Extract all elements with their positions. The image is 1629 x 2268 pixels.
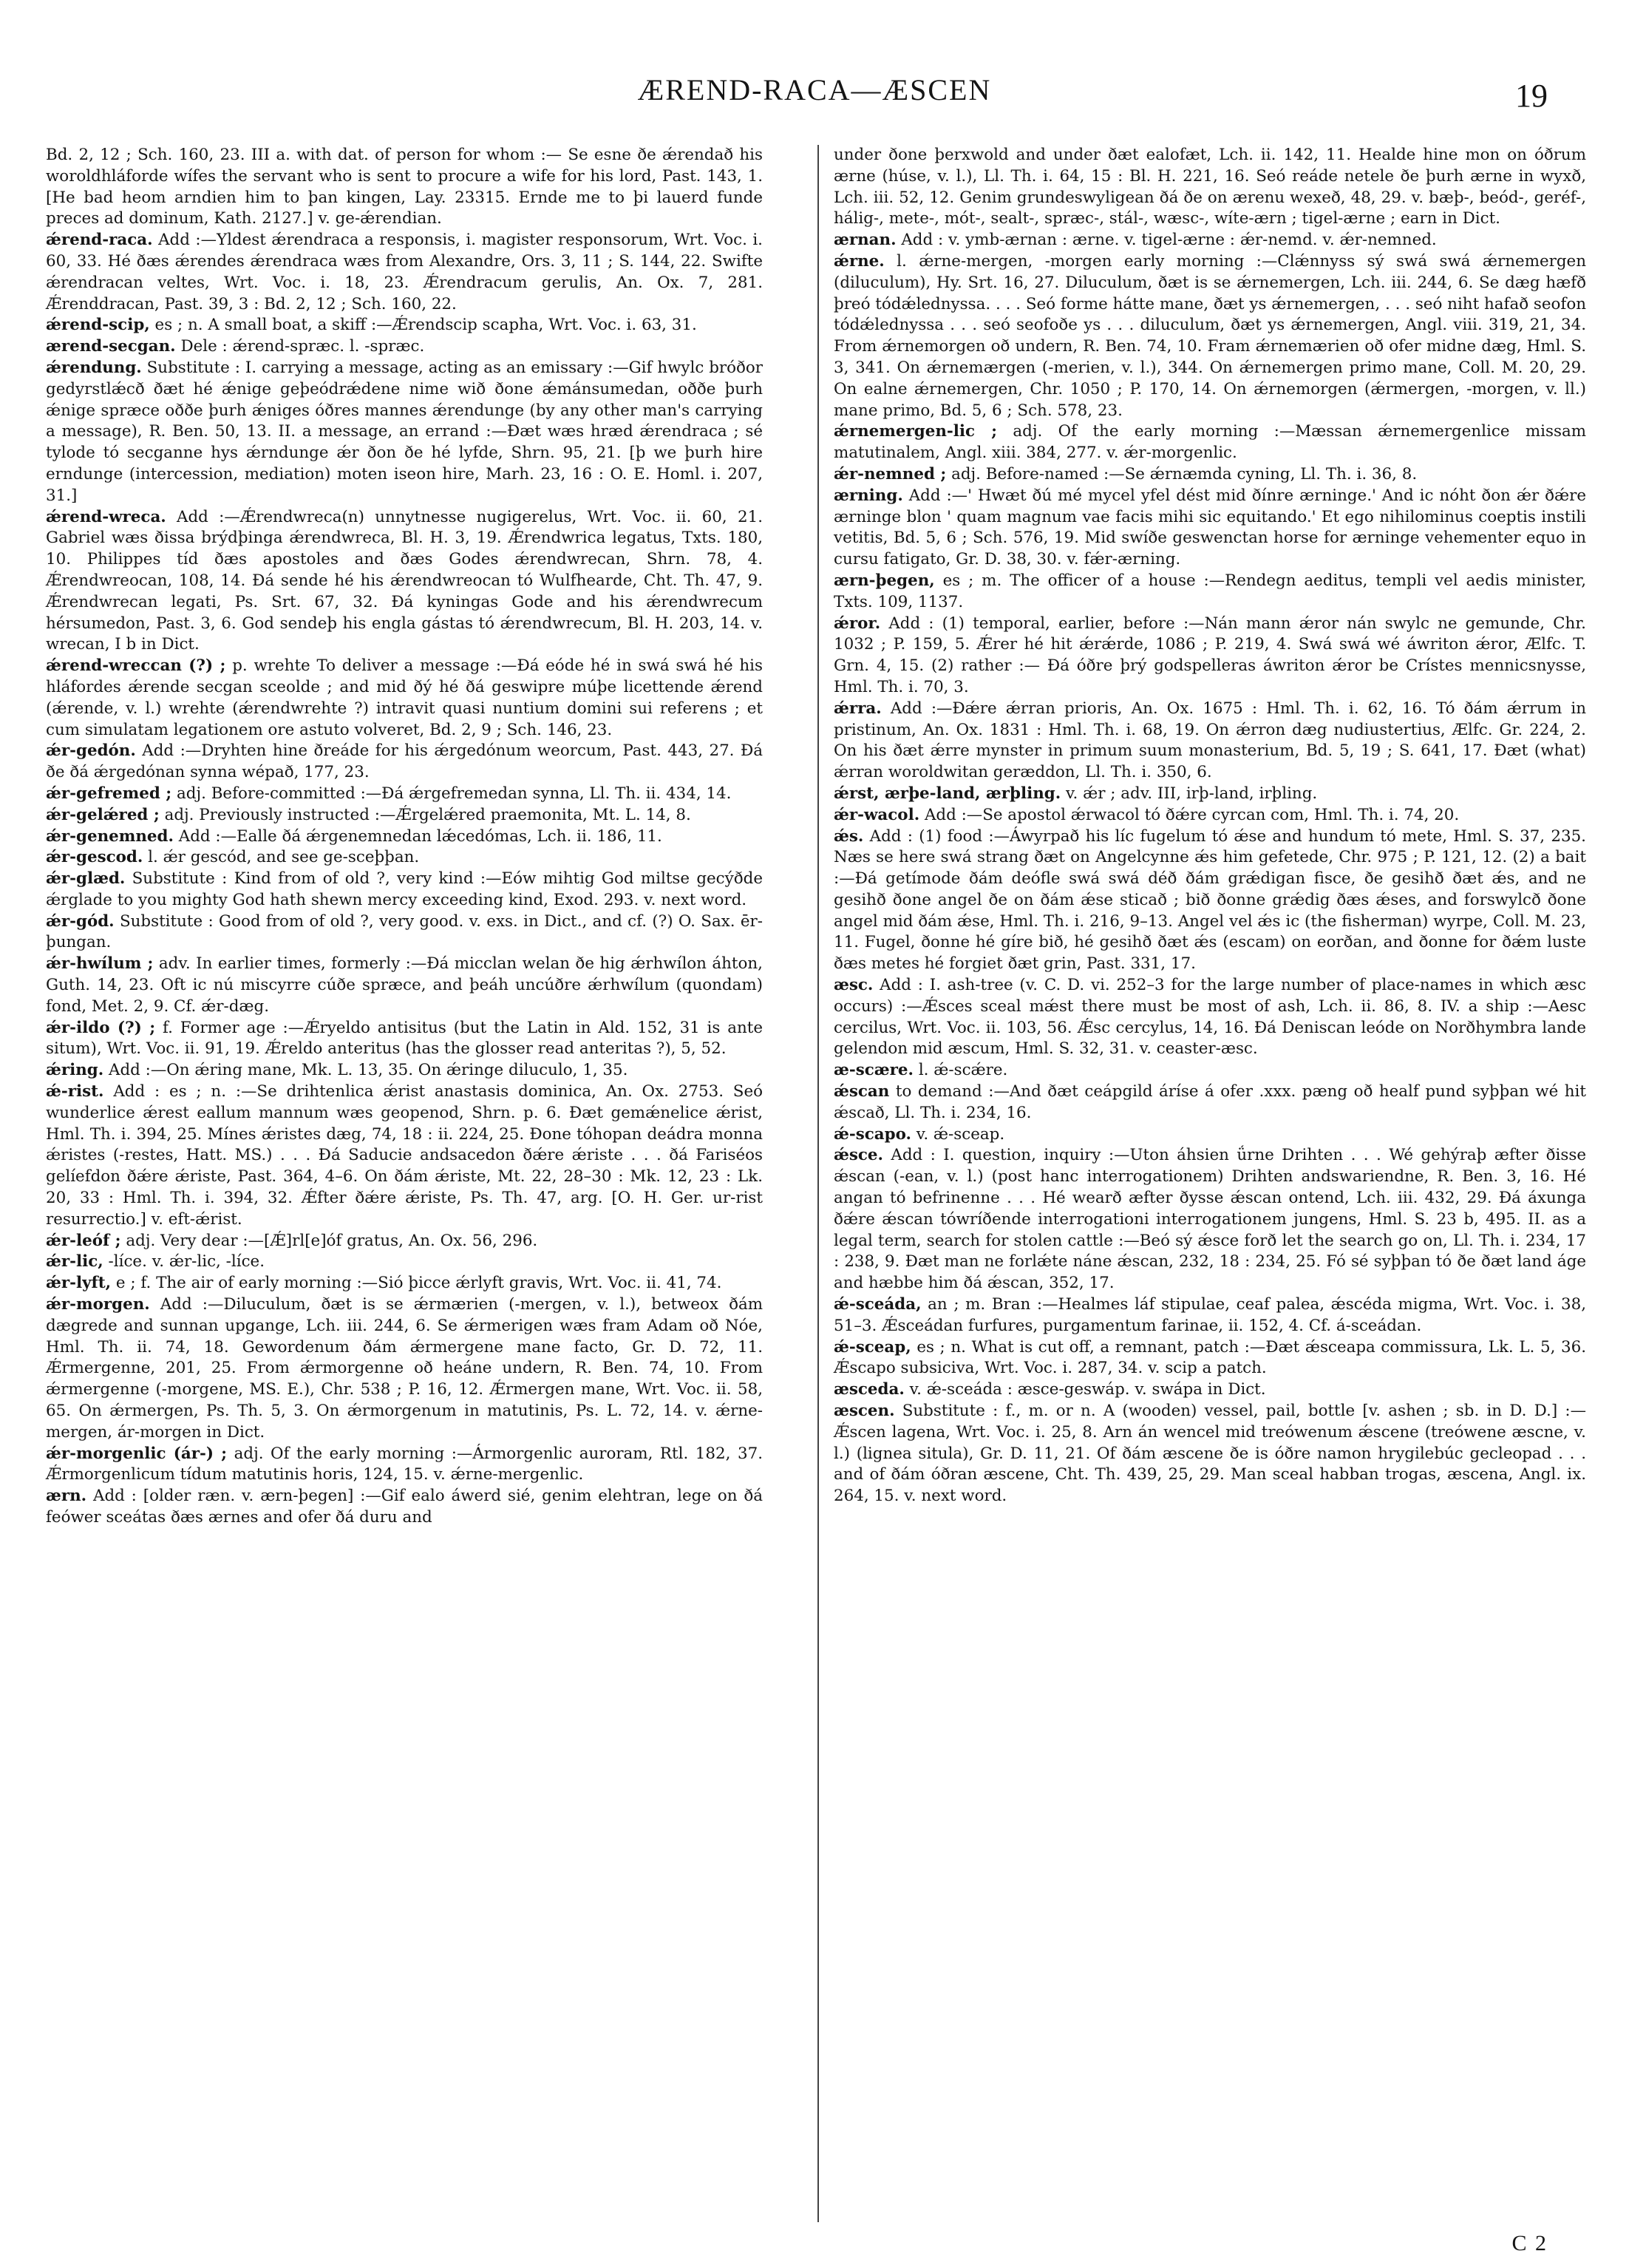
dictionary-entry [46, 145, 763, 230]
dictionary-entry [46, 358, 763, 507]
page-number: 19 [1515, 78, 1548, 114]
entry-body: Substitute : Good from of old ?, very good. v. exs. in Dict., and cf. (?) O. Sax. ēr-þungan. [46, 911, 763, 952]
entry-headword: ǽ-scapo. [834, 1124, 911, 1144]
dictionary-entry [46, 1486, 763, 1529]
entry-headword: ǽsce. [834, 1146, 883, 1165]
entry-headword: ǽrnemergen-lic ; [834, 422, 997, 441]
entry-body: adj. Previously instructed :—Ǽrgelǽred praemonita, Mt. L. 14, 8. [164, 805, 691, 824]
dictionary-entry [46, 784, 763, 805]
entry-body: Add : es ; n. :—Se drihtenlica ǽrist anastasis dominica, An. Ox. 2753. Seó wunderlice ǽrest eallum mannum wæs geopenod, Shrn. p. 6. Ðæt gemǽnelice ǽrist, Hml. Th. i. 394, 25. Mínes ǽristes dæg, 74, 18 : ii. 224, 25. Ðone tóhopan deádra monna ǽristes (-restes, Hatt. MS.) . . . Ðá Saducie andsacedon ðǽre ǽriste . . . ðá Fariséos gelíefdon ðǽre ǽriste, Past. 364, 4–6. On ðám ǽriste, Mt. 22, 28–30 : Mk. 12, 23 : Lk. 20, 33 : Hml. Th. i. 394, 32. Ǽfter ðǽre ǽriste, Ps. Th. 47, arg. [O. H. Ger. ur-rist resurrectio.] v. eft-ǽrist. [46, 1082, 763, 1229]
entry-body: v. ǽr ; adv. III, irþ-land, irþling. [1066, 784, 1318, 803]
entry-headword: æsceda. [834, 1380, 905, 1399]
entry-headword: ǽr-nemned ; [834, 464, 947, 483]
entry-headword: ærning. [834, 486, 903, 505]
dictionary-entry [834, 1294, 1586, 1337]
dictionary-entry [834, 464, 1586, 486]
dictionary-entry [834, 571, 1586, 614]
entry-body: adj. Of the early morning :—Ármorgenlic auroram, Rtl. 182, 37. Ǽrmorgenlicum tídum matutinis horis, 124, 15. v. ǽrne-mergenlic. [46, 1444, 763, 1484]
entry-headword: ǽr-wacol. [834, 805, 920, 824]
dictionary-entry [834, 251, 1586, 421]
dictionary-entry [834, 230, 1586, 251]
entry-headword: ǽ-sceáda, [834, 1295, 922, 1314]
entry-headword: ǽror. [834, 614, 881, 633]
dictionary-entry [46, 869, 763, 911]
dictionary-entry [834, 1060, 1586, 1082]
entry-headword: ǽr-gód. [46, 911, 115, 931]
entry-body: l. ǽrne-mergen, -morgen early morning :—Clǽnnyss sý swá swá ǽrnemergen (diluculum), Hy. Srt. 16, 27. Diluculum, ðæt is se ǽrnemergen, Lch. iii. 244, 6. Se dæg hæfð þreó tódǽlednyssa. . . . Seó forme hátte mane, ðæt ys ǽrnemergen, . . . seó niht hafað seofon tódǽlednyssa . . . seó seofoðe ys . . . diluculum, ðæt ys ǽrnemergen, Angl. viii. 319, 21, 34. From ǽrnemorgen oð undern, R. Ben. 74, 10. Fram ǽrnemærien oð ofer midne dæg, Hml. S. 3, 341. On ǽrnemærgen (-merien, v. l.), 344. On ǽrnemergen primo mane, Coll. M. 20, 29. On ealne ǽrnemergen, Chr. 1050 ; P. 170, 14. On ǽrnemorgen (ǽrmergen, -morgen, v. ll.) mane primo, Bd. 5, 6 ; Sch. 578, 23. [834, 251, 1586, 420]
dictionary-entry [46, 911, 763, 954]
left-column [46, 145, 763, 1529]
entry-headword: ǽr-morgen. [46, 1295, 150, 1314]
dictionary-entry [46, 507, 763, 656]
entry-headword: ǽr-genemned. [46, 826, 174, 846]
entry-headword: ǽr-gefremed ; [46, 784, 172, 803]
entry-body: Substitute : f., m. or n. A (wooden) vessel, pail, bottle [v. ashen ; sb. in D. D.] :—Ǽscen lagena, Wrt. Voc. i. 25, 8. Arn án wencel mid treówenum ǽscene (treówene æscne, v. l.) (lignea situla), Gr. D. 11, 21. Of ðám æscene ðe is óðre namon hrygilebúc gecleopad . . . and of ðám óðran æscene, Cht. Th. 439, 25, 29. Man sceal habban trogas, æscena, Angl. ix. 264, 15. v. next word. [834, 1402, 1586, 1506]
entry-body: es ; n. What is cut off, a remnant, patch :—Ðæt ǽsceapa commissura, Lk. L. 5, 36. Ǽscapo subsiciva, Wrt. Voc. i. 287, 34. v. scip a patch. [834, 1337, 1586, 1378]
entry-body: Add : [older ræn. v. ærn-þegen] :—Gif ealo áwerd sié, genim elehtran, lege on ðá feówer sceátas ðæs ærnes and ofer ðá duru and [46, 1487, 763, 1527]
entry-body: adv. In earlier times, formerly :—Ðá micclan welan ðe hig ǽrhwílon áhton, Guth. 14, 23. Oft ic nú miscyrre cúðe spræce, and þeáh uncúðre ǽrhwílum (quondam) fond, Met. 2, 9. Cf. ǽr-dæg. [46, 954, 763, 1016]
entry-headword: ǽrra. [834, 699, 882, 718]
dictionary-entry [834, 1145, 1586, 1294]
dictionary-entry [46, 1018, 763, 1061]
dictionary-entry [46, 1252, 763, 1273]
dictionary-entry [46, 656, 763, 741]
dictionary-entry [834, 145, 1586, 230]
entry-headword: ǽ-rist. [46, 1082, 104, 1101]
entry-body: adj. Of the early morning :—Mæssan ǽrnemergenlice missam matutinalem, Angl. xiii. 384, 277. v. ǽr-morgenlic. [834, 422, 1586, 463]
entry-body: Add :—Diluculum, ðæt is se ǽrmærien (-mergen, v. l.), betweox ðám dægrede and sunnan upgange, Lch. iii. 244, 6. Se ǽrmerigen wæs fram Adam oð Nóe, Hml. Th. ii. 74, 18. Gewordenum ðám ǽrmergene mane facto, Gr. D. 72, 11. Ǽrmergenne, 201, 25. From ǽrmorgenne oð heáne undern, R. Ben. 74, 10. From ǽrmergenne (-morgene, MS. E.), Chr. 538 ; P. 16, 12. Ǽrmergen mane, Wrt. Voc. ii. 58, 65. On ǽrmergen, Ps. Th. 5, 3. On ǽrmorgenum in matutinis, Ps. L. 72, 14. v. ǽrne-mergen, ár-morgen in Dict. [46, 1295, 763, 1442]
entry-body: Add :—Se apostol ǽrwacol tó ðǽre cyrcan com, Hml. Th. i. 74, 20. [924, 805, 1460, 824]
dictionary-entry [46, 805, 763, 826]
entry-headword: ǽr-gedón. [46, 741, 136, 761]
entry-headword: ǽrendung. [46, 358, 142, 377]
entry-headword: ǽr-gescod. [46, 848, 143, 867]
entry-headword: æ-scære. [834, 1061, 914, 1080]
entry-headword: ǽrend-raca. [46, 231, 153, 250]
entry-body: to demand :—And ðæt ceápgild áríse á ofer .xxx. pæng oð healf pund syþþan wé hit ǽscað, Ll. Th. i. 234, 16. [834, 1082, 1586, 1122]
entry-headword: æscen. [834, 1402, 895, 1421]
entry-headword: ǽr-glæd. [46, 869, 126, 889]
entry-body: Add :—' Hwæt ðú mé mycel yfel dést mid ðínre ærninge.' And ic nóht ðon ǽr ðǽre ærninge blon ' quam magnum vae facis mihi sic equitando.' Et ego nihilominus coeptis instili vetitis, Bd. 5, 6 ; Sch. 576, 19. Mid swíðe geswenctan horse for ærninge vehementer equo in cursu fatigato, Gr. D. 38, 30. v. fǽr-ærning. [834, 486, 1586, 569]
dictionary-entry [834, 1379, 1586, 1401]
entry-headword: ǽrne. [834, 251, 885, 271]
signature-mark: C 2 [1511, 2231, 1548, 2255]
dictionary-entry [834, 1124, 1586, 1146]
entry-body: Dele : ǽrend-spræc. l. -spræc. [180, 337, 425, 356]
entry-headword: ǽr-lyft, [46, 1274, 112, 1293]
dictionary-entry [834, 1401, 1586, 1507]
dictionary-entry [46, 1273, 763, 1294]
dictionary-entry [46, 741, 763, 784]
entry-headword: ǽring. [46, 1061, 104, 1080]
entry-body: Add : v. ymb-ærnan : ærne. v. tigel-ærne : ǽr-nemd. v. ǽr-nemned. [901, 231, 1437, 250]
entry-headword: æsc. [834, 976, 874, 995]
dictionary-entry [46, 1444, 763, 1487]
column-divider [817, 145, 819, 2222]
entry-body: l. ǽr gescód, and see ge-sceþþan. [148, 848, 420, 867]
entry-headword: ǽs. [834, 826, 864, 846]
entry-headword: ærn. [46, 1487, 87, 1506]
dictionary-entry [834, 699, 1586, 784]
entry-body: adj. Very dear :—[Ǽ]rl[e]óf gratus, An. Ox. 56, 296. [126, 1231, 538, 1250]
entry-headword: ǽr-morgenlic (ár-) ; [46, 1444, 228, 1463]
entry-body: adj. Before-named :—Se ǽrnæmda cyning, Ll. Th. i. 36, 8. [951, 464, 1418, 483]
entry-body: e ; f. The air of early morning :—Sió þicce ǽrlyft gravis, Wrt. Voc. ii. 41, 74. [115, 1274, 722, 1293]
dictionary-entry [834, 614, 1586, 699]
entry-body: l. ǽ-scǽre. [918, 1061, 1008, 1080]
dictionary-entry [46, 1231, 763, 1252]
dictionary-entry [834, 805, 1586, 826]
dictionary-entry [834, 1082, 1586, 1124]
entry-body: Substitute : Kind from of old ?, very kind :—Eów mihtig God miltse gecýðde ǽrglade to you mighty God hath shewn mercy exceeding kind, Exod. 293. v. next word. [46, 869, 763, 909]
dictionary-entry [834, 486, 1586, 571]
entry-headword: ǽrst, ærþe-land, ærþling. [834, 784, 1061, 803]
entry-body: Add :—Dryhten hine ðreáde for his ǽrgedónum weorcum, Past. 443, 27. Ðá ðe ðá ǽrgedónan synna wépað, 177, 23. [46, 741, 763, 782]
dictionary-entry [46, 1060, 763, 1082]
entry-headword: ærnan. [834, 231, 897, 250]
entry-headword: ǽrend-wreccan (?) ; [46, 656, 226, 676]
entry-body: Add : I. question, inquiry :—Uton áhsien ǘrne Drihten . . . Wé gehýraþ æfter ðisse ǽscan (-ean, v. l.) (post hanc interrogationem) Drihten andswariendne, R. Ben. 3, 16. Hé angan tó befrinenne . . . Hé wearð æfter ðysse ǽscan ontend, Lch. iii. 432, 29. Ðá áxunga ðǽre ǽscan tówríðende interrogationi interrogationem jungens, Hml. S. 23 b, 495. II. as a legal term, search for stolen cattle :—Beó sý ǽsce forð let the search go on, Ll. Th. i. 234, 17 : 238, 9. Ðæt man ne forlǽte náne ǽscan, 232, 18 : 234, 25. Fó sé syþþan tó ðe ðæt land áge and hæbbe him ðá ǽscan, 352, 17. [834, 1146, 1586, 1293]
entry-body: Add :—Ealle ðá ǽrgenemnedan lǽcedómas, Lch. ii. 186, 11. [178, 826, 662, 846]
dictionary-entry [46, 954, 763, 1017]
dictionary-entry [834, 975, 1586, 1060]
dictionary-entry [46, 1294, 763, 1444]
entry-body: Add :—Yldest ǽrendraca a responsis, i. magister responsorum, Wrt. Voc. i. 60, 33. Hé ðæs ǽrendes ǽrendraca wæs from Alexandre, Ors. 3, 11 ; S. 144, 22. Swifte ǽrendracan veltes, Wrt. Voc. i. 18, 23. Ǽrendracum gerulis, An. Ox. 7, 281. Ǽrenddracan, Past. 39, 3 : Bd. 2, 12 ; Sch. 160, 22. [46, 231, 763, 313]
entry-headword: ǽ-sceap, [834, 1337, 911, 1357]
entry-headword: ǽrend-scip, [46, 316, 150, 335]
entry-body: an ; m. Bran :—Healmes láf stipulae, ceaf palea, ǽscéda migma, Wrt. Voc. i. 38, 51–3. Ǽsceádan furfures, purgamentum farinae, ii. 152, 4. Cf. á-sceádan. [834, 1295, 1586, 1335]
entry-headword: ǽr-lic, [46, 1252, 103, 1271]
entry-body: p. wrehte To deliver a message :—Ðá eóde hé in swá swá hé his hláfordes ǽrende secgan sceolde ; and mid ðý hé ðá geswipre múþe licettende ǽrend (ǽrende, v. l.) wrehte (ǽrendwrehte ?) intravit quasi nuntium domini sui referens ; et cum simulatam legationem ore astuto volveret, Bd. 2, 9 ; Sch. 146, 23. [46, 656, 763, 739]
entry-body: f. Former age :—Ǽryeldo antisitus (but the Latin in Ald. 152, 31 is ante situm), Wrt. Voc. ii. 91, 19. Ǽreldo anteritus (has the glosser read anteritas ?), 5, 52. [46, 1018, 763, 1059]
right-column [834, 145, 1586, 1507]
dictionary-entry [46, 315, 763, 336]
entry-body: under ðone þerxwold and under ðæt ealofæt, Lch. ii. 142, 11. Healde hine mon on óðrum ærne (húse, v. l.), Ll. Th. i. 64, 15 : Bl. H. 221, 16. Seó reáde netele ðe þurh ærne in wyxð, Lch. iii. 52, 12. Genim grundeswyligean ðá ðe on ærenu wexeð, 48, 29. v. bæþ-, beód-, geréf-, hálig-, mete-, mót-, sealt-, spræc-, stál-, wæsc-, wíte-ærn ; tigel-ærne ; earn in Dict. [834, 146, 1586, 228]
entry-body: -líce. v. ǽr-lic, -líce. [108, 1252, 265, 1271]
dictionary-entry [834, 784, 1586, 805]
entry-body: Add : (1) food :—Áwyrpað his líc fugelum tó ǽse and hundum tó mete, Hml. S. 37, 235. Næs se here swá strang ðæt on Angelcynne ǽs him gefetede, Chr. 975 ; P. 121, 12. (2) a bait :—Ðá getímode ðám deófle swá swá déð ðám grǽdigan fisce, ðe gesihð ðæt ǽs, and ne gesihð ðone angel ðe on ðám ǽse sticað ; bið ðonne grǽdig ðæs ǽses, and forswylcð ðone angel mid ðám ǽse, Hml. Th. i. 216, 9–13. Angel vel ǽs ic (the fisherman) wyrpe, Coll. M. 23, 11. Fugel, ðonne hé gíre bið, hé gesihð ðæt ǽs (escam) on eorðan, and ðonne for ðǽm luste ðæs metes hé forgiet ðæt grin, Past. 331, 17. [834, 826, 1586, 974]
entry-body: adj. Before-committed :—Ðá ǽrgefremedan synna, Ll. Th. ii. 434, 14. [177, 784, 732, 803]
entry-body: v. ǽ-sceáda : æsce-geswáp. v. swápa in Dict. [909, 1380, 1266, 1399]
entry-body: v. ǽ-sceap. [916, 1124, 1005, 1144]
dictionary-entry [46, 847, 763, 869]
entry-headword: ǽr-ildo (?) ; [46, 1018, 156, 1037]
entry-body: Substitute : I. carrying a message, acting as an emissary :—Gif hwylc bróðor gedyrstlǽcð ðæt hé ǽnige geþeódrǽdene nime wið ðone ǽmánsumedan, oððe þurh ǽnige spræce oððe þurh ǽniges óðres mannes ǽrendunge (by any other man's carrying a message), R. Ben. 50, 13. II. a message, an errand :—Ðæt wæs hræd ǽrendraca ; sé tylode tó secganne hys ǽrndunge ǽr ðon ðe hé lyfde, Shrn. 95, 21. [þ we þurh hire erndunge (intercession, mediation) moten iseon hire, Marh. 23, 16 : O. E. Homl. i. 207, 31.] [46, 358, 763, 505]
dictionary-entry [46, 336, 763, 358]
entry-body: Add :—On ǽring mane, Mk. L. 13, 35. On ǽringe diluculo, 1, 35. [109, 1061, 628, 1080]
entry-body: Add :—Ǽrendwreca(n) unnytnesse nugigerelus, Wrt. Voc. ii. 60, 21. Gabriel wæs ðissa brýdþinga ǽrendwreca, Bl. H. 3, 19. Ǽrendwrica legatus, Txts. 180, 10. Philippes tíd ðæs apostoles and ðæs Godes ǽrendwrecan, Shrn. 78, 4. Ǽrendwreocan, 108, 14. Ðá sende hé his ǽrendwreocan tó Wulfhearde, Cht. Th. 47, 9. Ǽrendwrecan legati, Ps. Srt. 67, 32. Ðá kyningas Gode and his ǽrendwrecum hérsumedon, Past. 3, 6. God sendeþ his engla gástas tó ǽrendwrecum, Bl. H. 203, 14. v. wrecan, I b in Dict. [46, 507, 763, 654]
entry-headword: ǽrend-wreca. [46, 507, 166, 526]
dictionary-entry [834, 421, 1586, 464]
dictionary-entry [834, 1337, 1586, 1380]
entry-body: es ; m. The officer of a house :—Rendegn aeditus, templi vel aedis minister, Txts. 109, 1137. [834, 571, 1586, 611]
entry-headword: ærn-þegen, [834, 571, 935, 590]
entry-headword: ærend-secgan. [46, 337, 176, 356]
dictionary-entry [46, 826, 763, 848]
entry-headword: ǽscan [834, 1082, 890, 1101]
running-head: ÆREND-RACA—ÆSCEN [637, 73, 992, 106]
entry-headword: ǽr-gelǽred ; [46, 805, 160, 824]
dictionary-entry [46, 230, 763, 315]
dictionary-entry [834, 826, 1586, 976]
entry-body: Add :—Ðǽre ǽrran prioris, An. Ox. 1675 : Hml. Th. i. 62, 16. Tó ðám ǽrrum in pristinum, An. Ox. 1831 : Hml. Th. i. 68, 19. On ǽrron dæg nudiustertius, Ælfc. Gr. 224, 2. On his ðæt ǽrre mynster in primum suum monasterium, Bd. 5, 19 ; S. 641, 17. Ðæt (what) ǽrran woroldwitan geræddon, Ll. Th. i. 350, 6. [834, 699, 1586, 782]
entry-body: Add : (1) temporal, earlier, before :—Nán mann ǽror nán swylc ne gemunde, Chr. 1032 ; P. 159, 5. Ǽrer hé hit ǽrǽrde, 1086 ; P. 219, 4. Swá swá wé áwriton ǽror, Ælfc. T. Grn. 4, 15. (2) rather :— Ðá óðre þrý godspelleras áwriton ǽror be Crístes mennicsnysse, Hml. Th. i. 70, 3. [834, 614, 1586, 696]
entry-headword: ǽr-hwílum ; [46, 954, 154, 974]
entry-body: Add : I. ash-tree (v. C. D. vi. 252–3 for the large number of place-names in which æsc occurs) :—Ǽsces sceal mǽst there must be most of ash, Lch. ii. 86, 8. IV. a ship :—Aesc cercilus, Wrt. Voc. ii. 103, 56. Ǽsc cercylus, 14, 16. Ðá Deniscan leóde on Norðhymbra lande gelendon mid æscum, Hml. S. 32, 31. v. ceaster-æsc. [834, 976, 1586, 1059]
entry-body: Bd. 2, 12 ; Sch. 160, 23. III a. with dat. of person for whom :— Se esne ðe ǽrendað his woroldhláforde wífes the servant who is sent to procure a wife for his lord, Past. 143, 1. [He bad heom arndien him to þan kingen, Lay. 23315. Ernde me to þi lauerd funde preces ad dominum, Kath. 2127.] v. ge-ǽrendian. [46, 146, 763, 228]
entry-body: es ; n. A small boat, a skiff :—Ǽrendscip scapha, Wrt. Voc. i. 63, 31. [154, 316, 697, 335]
entry-headword: ǽr-leóf ; [46, 1231, 121, 1250]
dictionary-entry [46, 1082, 763, 1231]
